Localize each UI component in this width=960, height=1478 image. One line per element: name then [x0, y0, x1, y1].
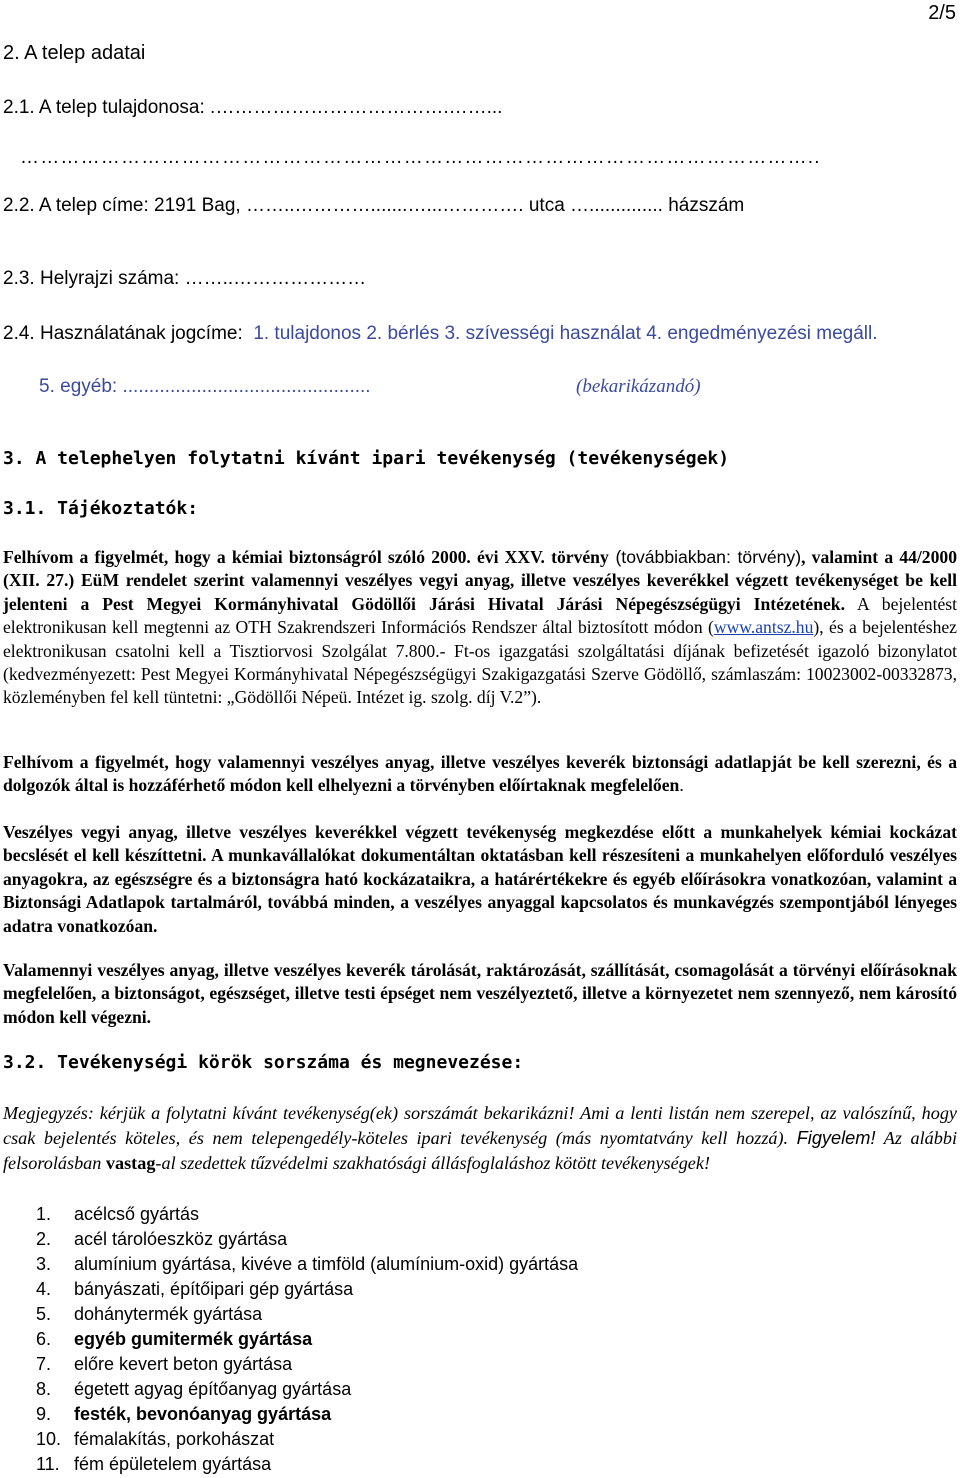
info-paragraph-3: Veszélyes vegyi anyag, illetve veszélyes keverékkel végzett tevékenység megkezdése előtt a munkahelyek kémiai kockázat becslését el kell készíttetni. A munkavállalókat dokumentáltan oktatásban kell részesíteni a munkahelyen előforduló veszélyes anyagokra, az egészségre és a biztonságra ható kockázataikra, a határértékekre és egyéb előírásokra vonatkozóan, valamint a Biztonsági Adatlapok tartalmáról, továbbá minden, a veszélyes anyaggal kapcsolatos és munkavégzés szempontjából lényeges adatra vonatkozóan.	[3, 822, 957, 936]
activity-number: 10.	[36, 1429, 62, 1449]
activity-number: 1.	[36, 1204, 52, 1224]
activity-item[interactable]	[36, 1227, 578, 1252]
section-3-title: 3. A telephelyen folytatni kívánt ipari tevékenység (tevékenységek)	[3, 448, 730, 469]
activity-item[interactable]	[36, 1327, 578, 1352]
usage-note: (bekarikázandó)	[576, 376, 701, 397]
page-number: 2/5	[928, 2, 956, 24]
activity-label: égetett agyag építőanyag gyártása	[74, 1379, 352, 1399]
parcel-line	[3, 268, 366, 290]
activity-label: fémalakítás, porkohászat	[74, 1429, 275, 1449]
activity-label: acélcső gyártás	[74, 1204, 200, 1224]
activity-item[interactable]	[36, 1352, 578, 1377]
address-dots-field: ……..………….......…...…………. utca ….............. házszám	[240, 195, 745, 216]
activity-number: 4.	[36, 1279, 52, 1299]
info-paragraph-4: Valamennyi veszélyes anyag, illetve veszélyes keverék tárolását, raktározását, szállítását, csomagolását a törvényi előírásoknak megfelelően, a biztonságot, egészséget, illetve testi épséget nem veszélyeztető, illetve a környezetet nem szennyező, nem károsító módon kell végezni.	[3, 960, 957, 1027]
usage-line	[3, 323, 878, 345]
section-3-2-title: 3.2. Tevékenységi körök sorszáma és megnevezése:	[3, 1052, 524, 1073]
activity-item[interactable]	[36, 1452, 578, 1477]
usage-other: 5. egyéb: ...............................................	[39, 376, 371, 397]
parcel-dots-field: ……..…………………	[179, 268, 367, 289]
activity-list	[36, 1202, 578, 1477]
usage-label: 2.4. Használatának jogcíme:	[3, 323, 243, 344]
activity-item[interactable]	[36, 1277, 578, 1302]
activity-label: acél tárolóeszköz gyártása	[74, 1229, 288, 1249]
activity-number: 6.	[36, 1329, 52, 1349]
usage-options: 1. tulajdonos 2. bérlés 3. szívességi használat 4. engedményezési megáll.	[253, 323, 878, 344]
activity-label: festék, bevonóanyag gyártása	[74, 1404, 332, 1424]
activity-item[interactable]	[36, 1427, 578, 1452]
activity-item[interactable]	[36, 1377, 578, 1402]
info-paragraph-1: Felhívom a figyelmét, hogy a kémiai biztonságról szóló 2000. évi XXV. törvény (továbbiakban: törvény), valamint a 44/2000 (XII. 27.) EüM rendelet szerint valamennyi veszélyes vegyi anyag, illetve veszélyes keverékkel végzett tevékenységet be kell jelenteni a Pest Megyei Kormányhivatal Gödöllői Járási Hivatal Járási Népegészségügyi Intézetének. A bejelentést elektronikusan kell megtenni az OTH Szakrendszeri Információs Rendszer által biztosított módon (www.antsz.hu), és a bejelentéshez elektronikusan csatolni kell a Tisztiorvosi Szolgálat 7.800.- Ft-os igazgatási szolgáltatási díjának befizetését igazoló bizonylatot (kedvezményezett: Pest Megyei Kormányhivatal Népegészségügyi Szakigazgatási Szerve Gödöllő, számlaszám: 10023002-00332873, közleményben fel kell tüntetni: „Gödöllői Népeü. Intézet ig. szolg. díj V.2”).	[3, 547, 957, 708]
address-line	[3, 195, 744, 217]
owner-dots-line-2: ………………………………………………………………………………………………………..	[20, 147, 821, 168]
activity-number: 8.	[36, 1379, 52, 1399]
activity-note: Megjegyzés: kérjük a folytatni kívánt tevékenység(ek) sorszámát bekarikázni! Ami a lenti listán nem szerepel, az valószínű, hogy csak bejelentés köteles, és nem telepengedély-köteles ipari tevékenység (más nyomtatvány kell hozzá). Figyelem! Az alábbi felsorolásban vastag-al szedettek tűzvédelmi szakhatósági állásfoglaláshoz kötött tevékenységek!	[3, 1103, 957, 1173]
owner-line	[3, 97, 502, 119]
activity-label: alumínium gyártása, kivéve a timföld (alumínium-oxid) gyártása	[74, 1254, 579, 1274]
antsz-link[interactable]: www.antsz.hu	[713, 617, 814, 638]
address-label: 2.2. A telep címe: 2191 Bag,	[3, 195, 241, 216]
activity-label: bányászati, építőipari gép gyártása	[74, 1279, 354, 1299]
owner-dots-field: .……………………………….……...	[204, 97, 503, 118]
activity-number: 3.	[36, 1254, 52, 1274]
activity-number: 9.	[36, 1404, 52, 1424]
activity-item[interactable]	[36, 1402, 578, 1427]
activity-item[interactable]	[36, 1202, 578, 1227]
activity-label: egyéb gumitermék gyártása	[74, 1329, 313, 1349]
activity-number: 7.	[36, 1354, 52, 1374]
activity-item[interactable]	[36, 1302, 578, 1327]
activity-label: fém épületelem gyártása	[74, 1454, 272, 1474]
activity-label: dohánytermék gyártása	[74, 1304, 263, 1324]
activity-label: előre kevert beton gyártása	[74, 1354, 293, 1374]
activity-number: 11.	[36, 1454, 60, 1474]
activity-item[interactable]	[36, 1252, 578, 1277]
section-3-1-title: 3.1. Tájékoztatók:	[3, 498, 199, 519]
activity-number: 5.	[36, 1304, 52, 1324]
owner-label: 2.1. A telep tulajdonosa:	[3, 97, 205, 118]
info-paragraph-2: Felhívom a figyelmét, hogy valamennyi veszélyes anyag, illetve veszélyes keverék biztonsági adatlapját be kell szerezni, és a dolgozók által is hozzáférhető módon kell elhelyezni a törvényben előírtaknak megfelelően.	[3, 752, 957, 796]
parcel-label: 2.3. Helyrajzi száma:	[3, 268, 180, 289]
activity-number: 2.	[36, 1229, 52, 1249]
section-2-title: 2. A telep adatai	[3, 42, 146, 64]
